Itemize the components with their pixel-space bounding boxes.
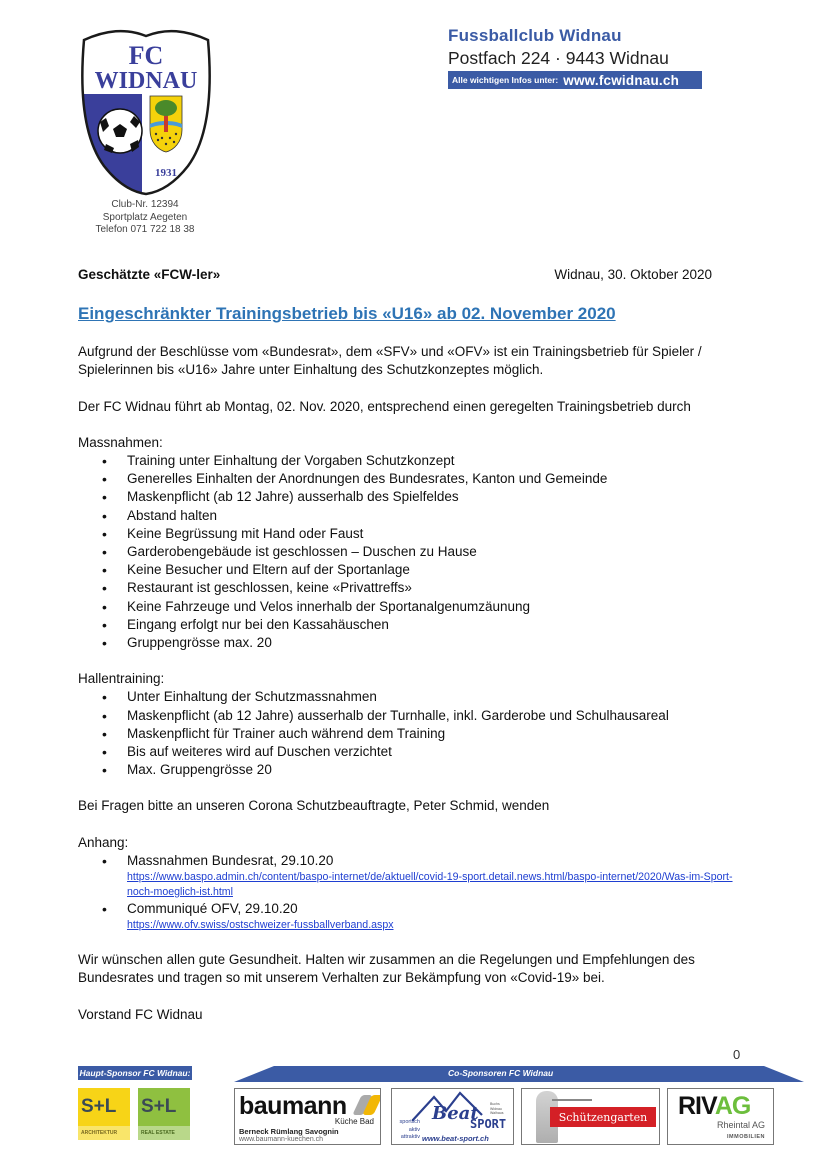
letter-title: Eingeschränkter Trainingsbetrieb bis «U16» ab 02. November 2020 bbox=[78, 304, 616, 324]
signature: Vorstand FC Widnau bbox=[78, 1006, 203, 1022]
list-item: • Keine Fahrzeuge und Velos innerhalb der Sportanalgenumzäunung bbox=[102, 598, 738, 616]
list-item: • Bis auf weiteres wird auf Duschen verzichtet bbox=[102, 743, 738, 761]
attachment-link[interactable]: https://www.ofv.swiss/ostschweizer-fussballverband.aspx bbox=[127, 919, 394, 932]
sl-real-estate-logo bbox=[138, 1088, 190, 1140]
beat-sport-word: SPORT bbox=[470, 1117, 507, 1131]
attachment-link[interactable]: https://www.baspo.admin.ch/content/baspo-internet/de/aktuell/covid-19-sport.detail.news.html/baspo-internet/2020/Was-im-Sport-noch-moeglich-ist.html bbox=[127, 871, 733, 899]
club-crest bbox=[76, 26, 216, 196]
list-item: • Training unter Einhaltung der Vorgaben Schutzkonzept bbox=[102, 452, 738, 470]
closing-paragraph: Wir wünschen allen gute Gesundheit. Halten wir zusammen an die Regelungen und Empfehlungen des Bundesrates und tragen so mit unserem Verhalten zur Bekämpfung von «Covid-19» bei. bbox=[78, 952, 695, 986]
main-sponsor bbox=[78, 1066, 192, 1140]
list-item: • Keine Besucher und Eltern auf der Sportanlage bbox=[102, 561, 738, 579]
beat-towns: Buchs Widnau Walhaus bbox=[490, 1102, 504, 1115]
intro2-paragraph: Der FC Widnau führt ab Montag, 02. Nov. 2020, entsprechend einen geregelten Trainingsbetrieb durch bbox=[78, 398, 691, 414]
sponsor-baumann bbox=[234, 1088, 381, 1145]
sl-sub: ARCHITEKTUR bbox=[78, 1126, 130, 1140]
list-item: • Unter Einhaltung der Schutzmassnahmen bbox=[102, 688, 738, 706]
greeting: Geschätzte «FCW-ler» bbox=[78, 267, 221, 282]
baumann-cities: Berneck Rümlang Savognin bbox=[239, 1127, 339, 1136]
baumann-sub: Küche Bad bbox=[334, 1117, 374, 1126]
beat-word: Beat bbox=[432, 1103, 479, 1124]
attachment-item bbox=[102, 900, 738, 933]
rifle-icon bbox=[552, 1099, 592, 1101]
hall-training-label: Hallentraining: bbox=[78, 671, 165, 687]
rivag-logo: RIVAG bbox=[678, 1092, 751, 1120]
page-number: 0 bbox=[733, 1047, 741, 1062]
list-item: • Eingang erfolgt nur bei den Kassahäuschen bbox=[102, 616, 738, 634]
beat-tagline: sportlich aktiv attraktiv bbox=[399, 1119, 420, 1140]
sl-sub: REAL ESTATE bbox=[138, 1126, 190, 1140]
list-item: • Generelles Einhalten der Anordnungen des Bundesrates, Kanton und Gemeinde bbox=[102, 470, 738, 488]
hall-training-list bbox=[102, 688, 738, 779]
list-item: • Gruppengrösse max. 20 bbox=[102, 634, 738, 652]
club-name: Fussballclub Widnau bbox=[448, 26, 622, 45]
sponsor-schuetzengarten bbox=[521, 1088, 660, 1145]
list-item: • Maskenpflicht (ab 12 Jahre) ausserhalb des Spielfeldes bbox=[102, 488, 738, 506]
rivag-immobilien: IMMOBILIEN bbox=[727, 1134, 765, 1140]
letterhead bbox=[448, 26, 708, 89]
list-item: • Abstand halten bbox=[102, 507, 738, 525]
svg-text:WIDNAU: WIDNAU bbox=[94, 68, 198, 94]
attachments-list bbox=[102, 852, 738, 933]
schuetzengarten-label: Schützengarten bbox=[550, 1107, 656, 1127]
attachment-title: Massnahmen Bundesrat, 29.10.20 bbox=[127, 852, 334, 868]
letter-body bbox=[78, 266, 738, 1024]
measures-label: Massnahmen: bbox=[78, 434, 163, 450]
attachment-item bbox=[102, 852, 738, 900]
sl-mark: S+L bbox=[138, 1088, 190, 1126]
website-bar bbox=[448, 71, 702, 89]
svg-text:1931: 1931 bbox=[155, 167, 177, 179]
co-sponsors-label: Co-Sponsoren FC Widnau bbox=[448, 1068, 554, 1078]
club-venue: Sportplatz Aegeten bbox=[102, 211, 188, 223]
beat-url: www.beat-sport.ch bbox=[422, 1134, 489, 1143]
svg-text:FC: FC bbox=[128, 41, 164, 70]
place-date: Widnau, 30. Oktober 2020 bbox=[554, 267, 712, 282]
club-meta bbox=[70, 199, 220, 237]
main-sponsor-banner: Haupt-Sponsor FC Widnau: bbox=[79, 1068, 191, 1078]
list-item: • Garderobengebäude ist geschlossen – Duschen zu Hause bbox=[102, 543, 738, 561]
list-item: • Maskenpflicht für Trainer auch während dem Training bbox=[102, 725, 738, 743]
club-number: Club-Nr. 12394 bbox=[111, 199, 179, 210]
greeting-row bbox=[78, 266, 712, 284]
club-address: Postfach 224 · 9443 Widnau bbox=[448, 48, 669, 68]
rivag-sub: Rheintal AG bbox=[716, 1120, 765, 1130]
measures-list bbox=[102, 452, 738, 652]
baumann-url: www.baumann-kuechen.ch bbox=[239, 1136, 324, 1143]
crest-shield-icon bbox=[76, 26, 216, 196]
sl-architektur-logo bbox=[78, 1088, 130, 1140]
sl-mark: S+L bbox=[78, 1088, 130, 1126]
sponsor-rivag bbox=[667, 1088, 774, 1145]
baumann-name: baumann bbox=[239, 1092, 347, 1120]
intro-paragraph: Aufgrund der Beschlüsse vom «Bundesrat», dem «SFV» und «OFV» ist ein Trainingsbetrieb für Spieler / Spielerinnen bis «U16» Jahre unter Einhaltung des Schutzkonzeptes möglich. bbox=[78, 344, 702, 378]
questions-paragraph: Bei Fragen bitte an unseren Corona Schutzbeauftragte, Peter Schmid, wenden bbox=[78, 798, 550, 814]
attachments-label: Anhang: bbox=[78, 834, 129, 850]
website-bar-label: Alle wichtigen Infos unter: bbox=[452, 75, 559, 85]
club-phone: Telefon 071 722 18 38 bbox=[95, 224, 195, 235]
main-sponsor-logos bbox=[78, 1088, 192, 1140]
co-sponsors-banner bbox=[234, 1066, 804, 1082]
list-item: • Restaurant ist geschlossen, keine «Privattreffs» bbox=[102, 579, 738, 597]
attachment-title: Communiqué OFV, 29.10.20 bbox=[127, 901, 298, 917]
sponsor-beat-sport bbox=[391, 1088, 514, 1145]
list-item: • Keine Begrüssung mit Hand oder Faust bbox=[102, 525, 738, 543]
website-link[interactable]: www.fcwidnau.ch bbox=[563, 72, 680, 88]
list-item: • Max. Gruppengrösse 20 bbox=[102, 761, 738, 779]
list-item: • Maskenpflicht (ab 12 Jahre) ausserhalb der Turnhalle, inkl. Garderobe und Schulhausareal bbox=[102, 707, 738, 725]
